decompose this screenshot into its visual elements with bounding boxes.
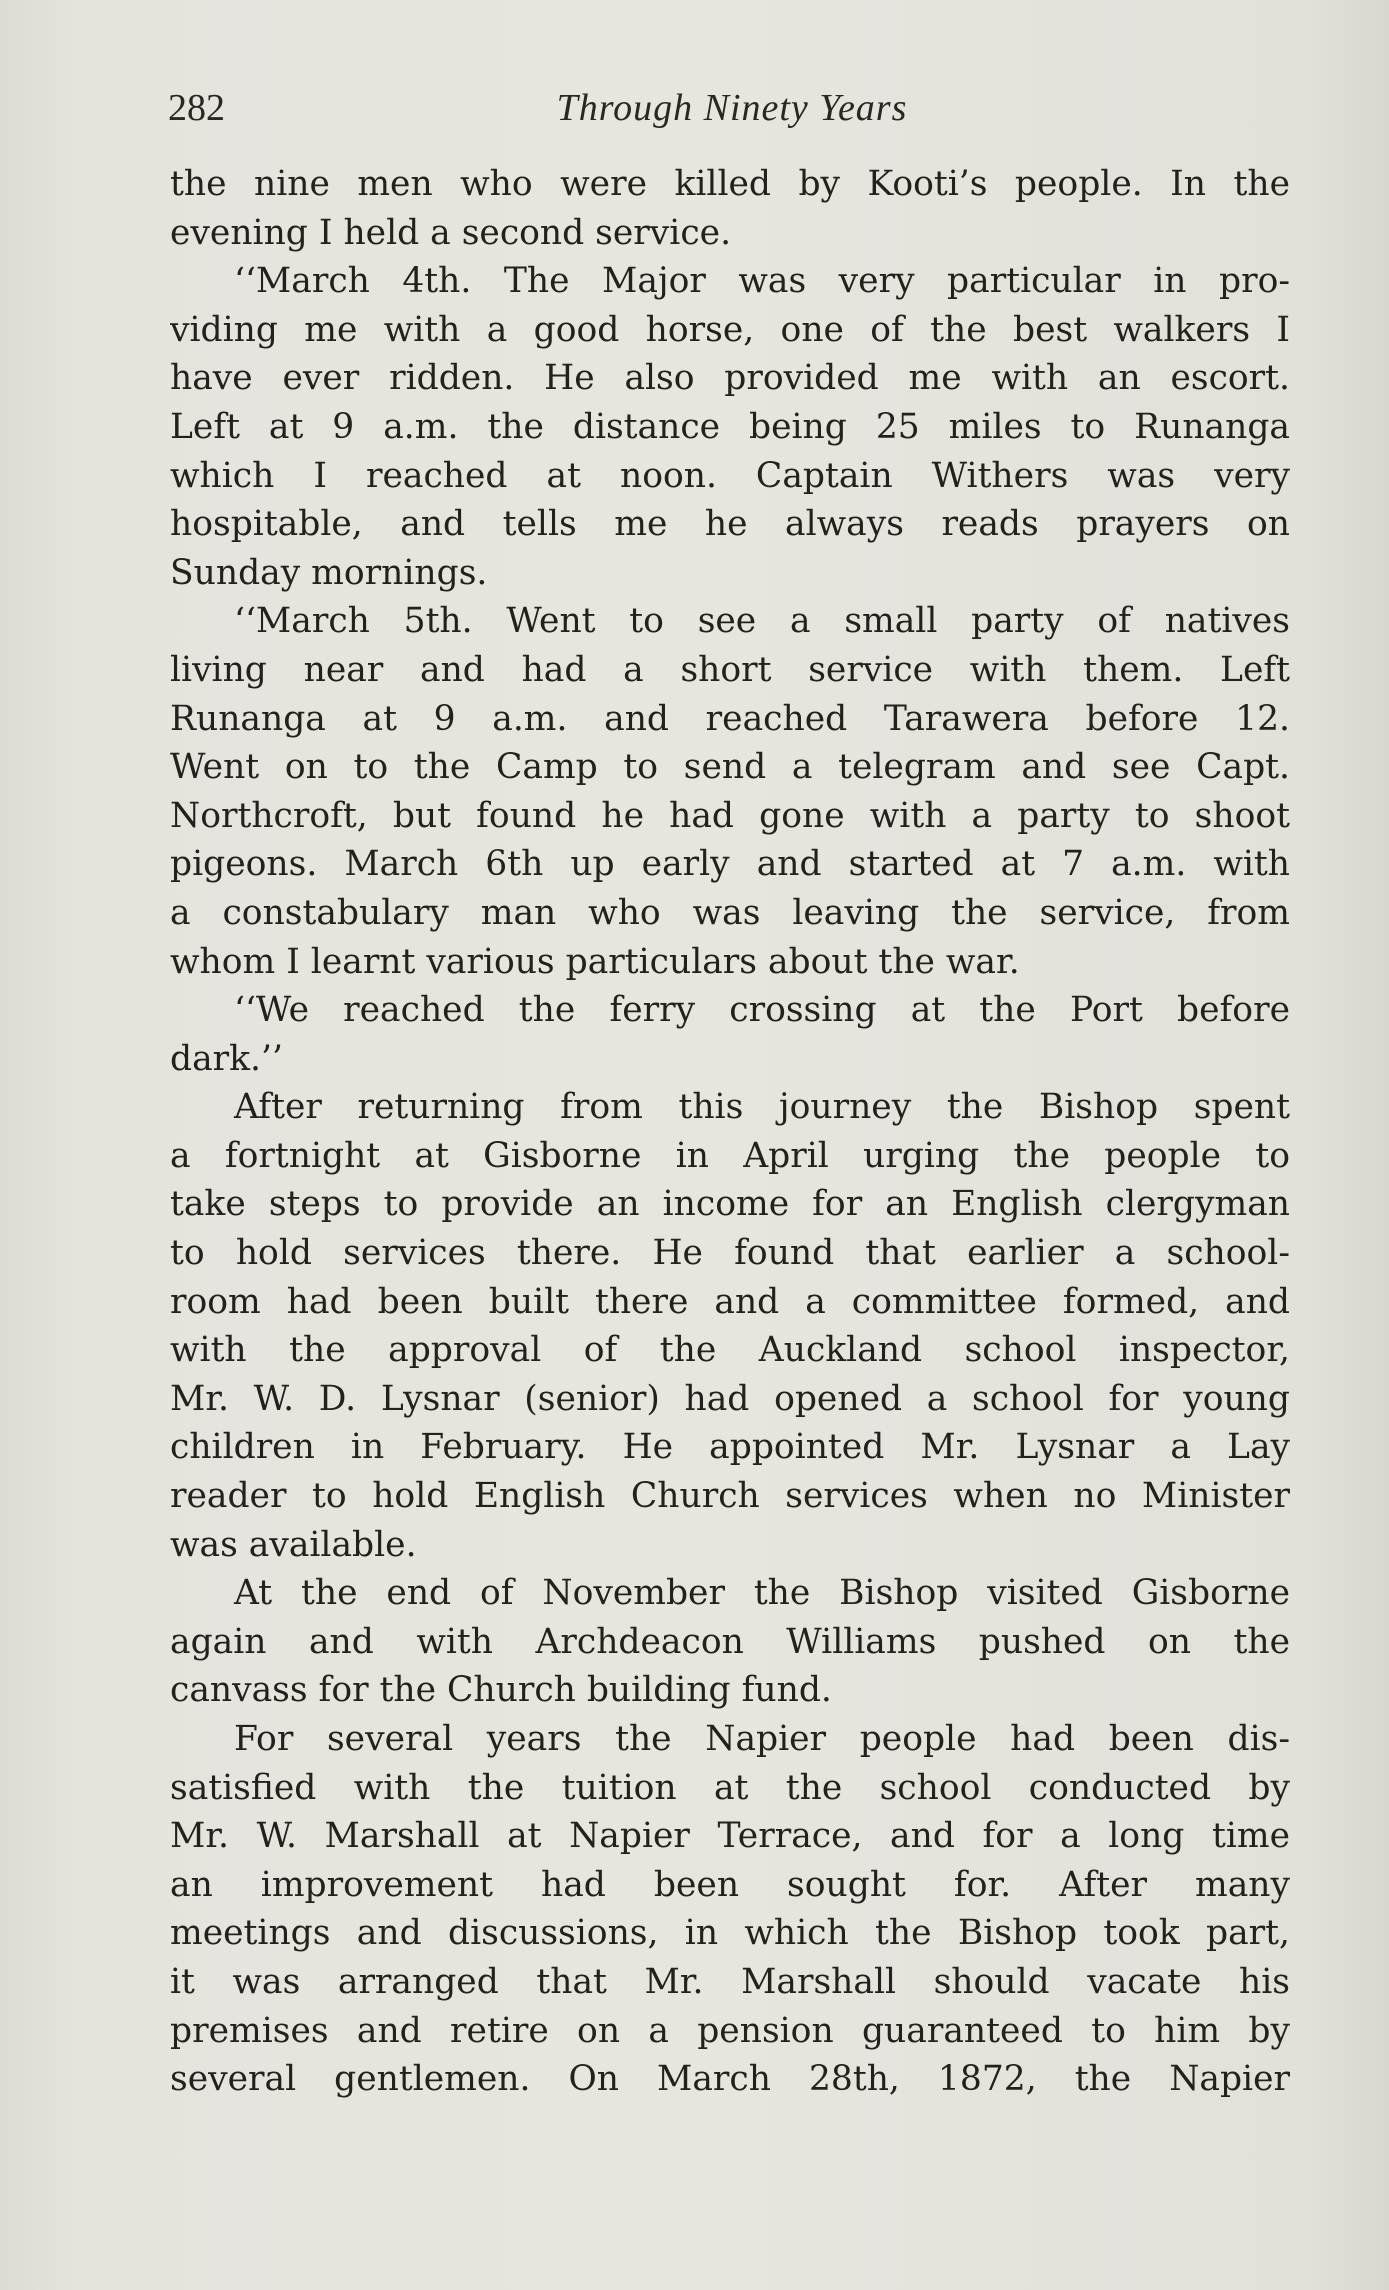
text-line: have ever ridden. He also provided me with an escort. [170, 358, 1290, 399]
text-line: Sunday mornings. [170, 552, 488, 593]
text-line: again and with Archdeacon Williams pushed on the [170, 1621, 1290, 1662]
text-line: canvass for the Church building fund. [170, 1670, 832, 1711]
text-line: evening I held a second service. [170, 212, 732, 253]
text-line: At the end of November the Bishop visited Gisborne [234, 1573, 1290, 1614]
text-line: After returning from this journey the Bishop spent [234, 1087, 1290, 1128]
text-line: the nine men who were killed by Kooti’s people. In the [170, 164, 1290, 204]
text-line: children in February. He appointed Mr. Lysnar a Lay [170, 1427, 1290, 1468]
text-line: Runanga at 9 a.m. and reached Tarawera before 12. [170, 698, 1290, 739]
page-header [168, 80, 1296, 136]
text-line: a fortnight at Gisborne in April urging the people to [170, 1135, 1290, 1176]
text-line: several gentlemen. On March 28th, 1872, the Napier [170, 2059, 1290, 2100]
text-line: take steps to provide an income for an English clergyman [170, 1184, 1290, 1225]
text-line: Mr. W. D. Lysnar (senior) had opened a school for young [170, 1378, 1290, 1419]
text-line: ‘‘March 5th. Went to see a small party of natives [234, 601, 1290, 642]
text-line: For several years the Napier people had been dis- [234, 1719, 1290, 1759]
text-line: satisfied with the tuition at the school conducted by [170, 1767, 1290, 1808]
text-line: it was arranged that Mr. Marshall should vacate his [170, 1961, 1290, 2002]
text-line: to hold services there. He found that earlier a school- [170, 1233, 1290, 1274]
text-line: hospitable, and tells me he always reads prayers on [170, 504, 1290, 545]
text-line: Mr. W. Marshall at Napier Terrace, and for a long time [170, 1816, 1290, 1857]
text-line: with the approval of the Auckland school inspector, [170, 1330, 1290, 1371]
text-line: was available. [170, 1524, 417, 1565]
paragraph [170, 1715, 1290, 2104]
text-line: meetings and discussions, in which the Bishop took part, [170, 1913, 1290, 1954]
text-line: living near and had a short service with them. Left [170, 649, 1290, 690]
text-line: reader to hold English Church services when no Minister [170, 1476, 1290, 1517]
text-line: Went on to the Camp to send a telegram and see Capt. [170, 747, 1290, 788]
text-line: which I reached at noon. Captain Withers was very [170, 455, 1290, 496]
text-line: Northcroft, but found he had gone with a party to shoot [170, 795, 1290, 836]
text-line: Left at 9 a.m. the distance being 25 miles to Runanga [170, 406, 1290, 447]
paragraph [170, 597, 1290, 986]
text-line: an improvement had been sought for. After many [170, 1864, 1290, 1905]
running-title: Through Ninety Years [556, 87, 908, 129]
paragraph [170, 986, 1290, 1083]
text-line: premises and retire on a pension guaranteed to him by [170, 2010, 1290, 2051]
text-line: whom I learnt various particulars about the war. [170, 941, 1020, 982]
paragraph [170, 257, 1290, 597]
body-text [170, 160, 1290, 2104]
text-line: pigeons. March 6th up early and started at 7 a.m. with [170, 844, 1290, 885]
text-line: ‘‘We reached the ferry crossing at the Port before [234, 990, 1290, 1031]
text-line: a constabulary man who was leaving the service, from [170, 892, 1290, 933]
paragraph [170, 1569, 1290, 1715]
text-line: viding me with a good horse, one of the best walkers I [170, 309, 1290, 350]
page-number: 282 [168, 87, 225, 129]
text-line: dark.’’ [170, 1038, 283, 1079]
text-line: ‘‘March 4th. The Major was very particular in pro- [234, 261, 1290, 302]
paragraph [170, 160, 1290, 257]
paragraph [170, 1083, 1290, 1569]
text-line: room had been built there and a committee formed, and [170, 1281, 1290, 1322]
